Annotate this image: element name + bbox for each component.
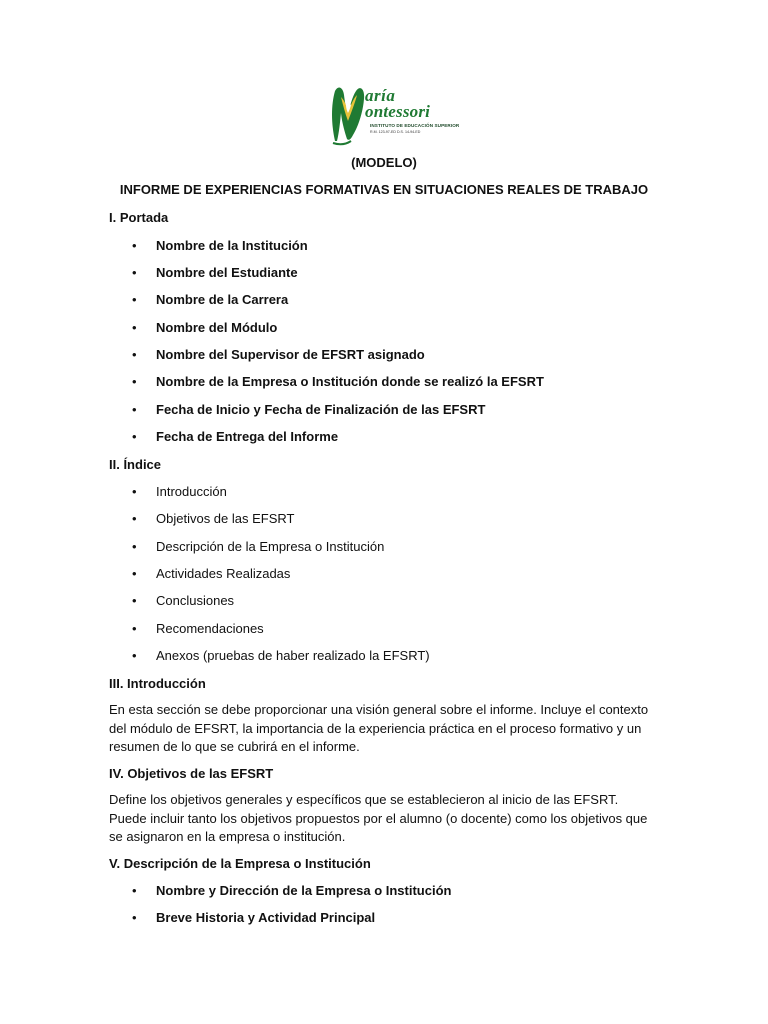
bullet-icon: • (132, 621, 137, 636)
section-heading-descripcion: V. Descripción de la Empresa o Institución (109, 856, 371, 871)
bullet-icon: • (132, 429, 137, 444)
institution-logo (329, 83, 460, 147)
list-item-text: Nombre del Supervisor de EFSRT asignado (156, 347, 425, 362)
section-heading-indice: II. Índice (109, 457, 162, 472)
bullet-icon: • (132, 910, 137, 925)
list-item-text: Introducción (156, 484, 227, 499)
list-item-text: Descripción de la Empresa o Institución (156, 539, 385, 554)
introduccion-paragraph: En esta sección se debe proporcionar una visión general sobre el informe. Incluye el contexto del módulo de EFSRT, la importancia de la experiencia práctica en el proceso formativo y un resumen de lo que se cubrirá en el informe. (109, 702, 649, 754)
logo-word-maria: aría (365, 86, 396, 105)
bullet-icon: • (132, 265, 137, 280)
list-item-text: Objetivos de las EFSRT (156, 511, 295, 526)
list-item-text: Nombre del Módulo (156, 320, 278, 335)
list-item-text: Conclusiones (156, 593, 235, 608)
bullet-icon: • (132, 566, 137, 581)
bullet-icon: • (132, 593, 137, 608)
list-item-text: Breve Historia y Actividad Principal (156, 910, 376, 925)
document-title: INFORME DE EXPERIENCIAS FORMATIVAS EN SITUACIONES REALES DE TRABAJO (119, 182, 649, 197)
bullet-icon: • (132, 539, 137, 554)
section-heading-portada: I. Portada (109, 210, 169, 225)
logo-word-montessori: ontessori (365, 102, 431, 121)
bullet-icon: • (132, 374, 137, 389)
section-heading-objetivos: IV. Objetivos de las EFSRT (109, 766, 274, 781)
list-item-text: Nombre de la Empresa o Institución donde se realizó la EFSRT (156, 374, 544, 389)
bullet-icon: • (132, 402, 137, 417)
bullet-icon: • (132, 883, 137, 898)
bullet-icon: • (132, 484, 137, 499)
logo-fine-print: R.M. 123-97-ED D.S. 14-94-ED (370, 130, 421, 134)
list-item-text: Anexos (pruebas de haber realizado la EFSRT) (156, 648, 430, 663)
bullet-icon: • (132, 648, 137, 663)
list-item-text: Nombre de la Carrera (156, 292, 289, 307)
bullet-icon: • (132, 238, 137, 253)
section-heading-introduccion: III. Introducción (109, 676, 206, 691)
modelo-label: (MODELO) (351, 155, 417, 170)
bullet-icon: • (132, 347, 137, 362)
objetivos-paragraph: Define los objetivos generales y específicos que se establecieron al inicio de las EFSRT. Puede incluir tanto los objetivos propuestos por el alumno (o docente) como los objetivos que se asignaron en la empresa o institución. (109, 792, 648, 844)
bullet-icon: • (132, 292, 137, 307)
list-item-text: Nombre del Estudiante (156, 265, 298, 280)
list-item-text: Recomendaciones (156, 621, 264, 636)
list-item-text: Nombre y Dirección de la Empresa o Institución (156, 883, 452, 898)
bullet-icon: • (132, 320, 137, 335)
list-item-text: Actividades Realizadas (156, 566, 291, 581)
list-item-text: Fecha de Entrega del Informe (156, 429, 339, 444)
list-item-text: Fecha de Inicio y Fecha de Finalización de las EFSRT (156, 402, 486, 417)
bullet-icon: • (132, 511, 137, 526)
logo-subtitle: INSTITUTO DE EDUCACIÓN SUPERIOR (370, 123, 460, 128)
list-item-text: Nombre de la Institución (156, 238, 308, 253)
logo-m-mark (329, 83, 367, 147)
